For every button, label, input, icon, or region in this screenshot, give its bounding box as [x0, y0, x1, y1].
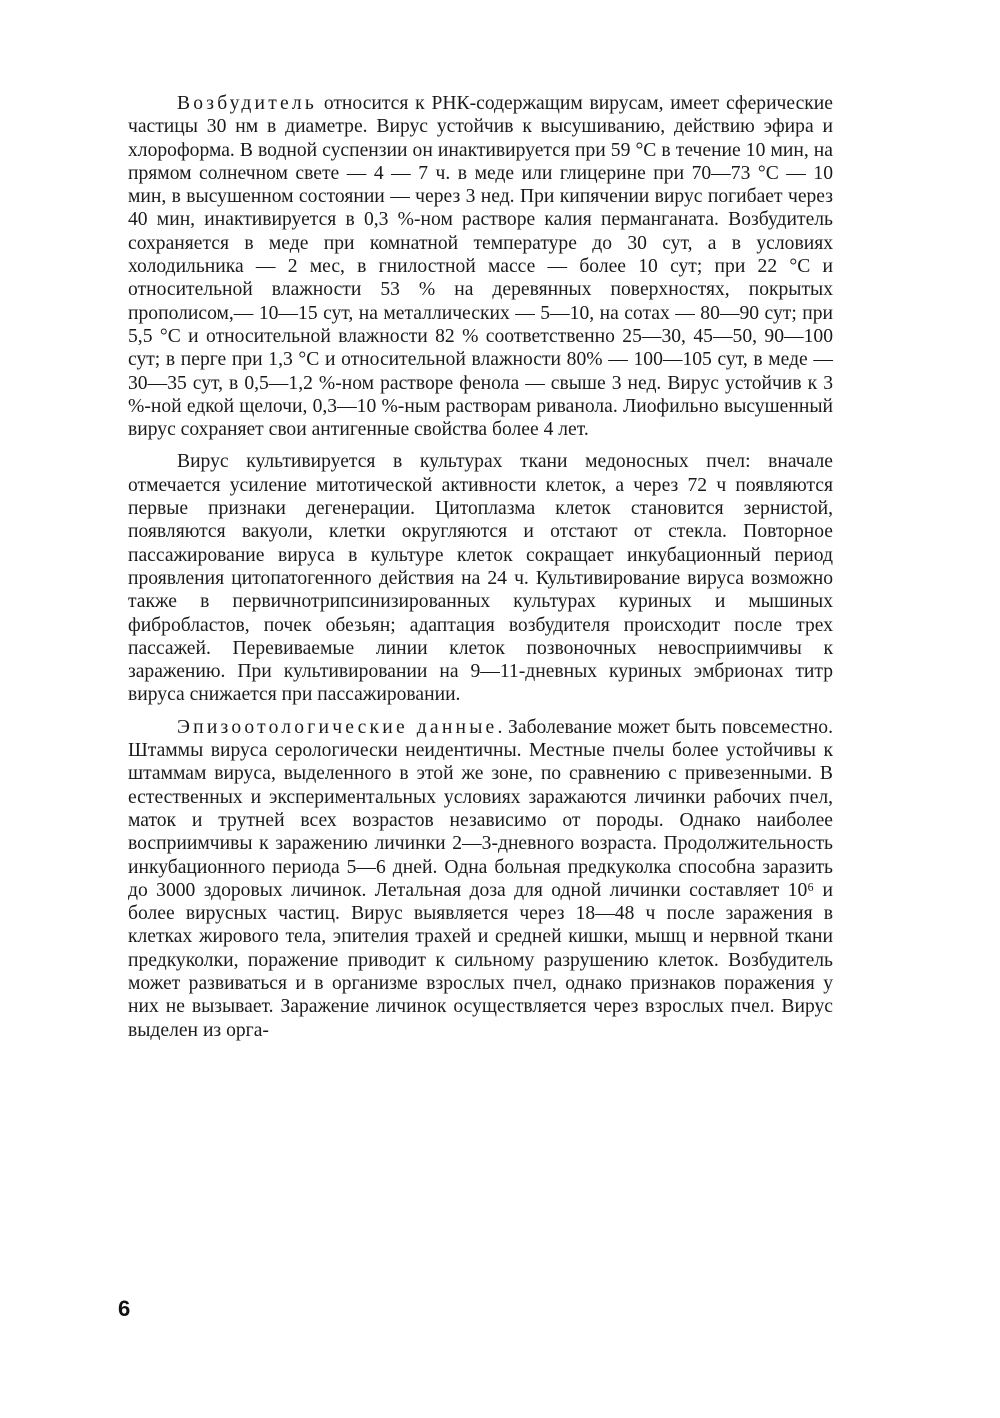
paragraph-pathogen [128, 92, 833, 441]
paragraph-cultivation [128, 450, 833, 706]
page-body [128, 92, 833, 1051]
page-number: 6 [118, 1296, 131, 1321]
paragraph-text: . Заболевание может быть повсеместно. Штаммы вируса серологически неидентичны. Местные пчелы более устойчивы к штаммам вируса, выделенного в этой же зоне, по сравнению с привезенными. В естественных и экспериментальных условиях заражаются личинки рабочих пчел, маток и трутней всех возрастов независимо от породы. Однако наиболее восприимчивы к заражению личинки 2—3-дневного возраста. Продолжительность инкубационного периода 5—6 дней. Одна больная предкуколка способна заразить до 3000 здоровых личинок. Летальная доза для одной личинки составляет 10⁶ и более вирусных частиц. Вирус выявляется через 18—48 ч после заражения в клетках жирового тела, эпителия трахей и средней кишки, мышц и нервной ткани предкуколки, поражение приводит к сильному разрушению клеток. Возбудитель может развиваться и в организме взрослых пчел, однако признаков поражения у них не вызывает. Заражение личинок осуществляется через взрослых пчел. Вирус выделен из орга- [128, 716, 833, 1041]
section-heading-pathogen: Возбудитель [177, 93, 318, 114]
section-heading-epizootology: Эпизоотологические данные [177, 716, 498, 738]
paragraph-epizootology [128, 716, 833, 1042]
paragraph-text: относится к РНК-содержащим вирусам, имеет сферические частицы 30 нм в диаметре. Вирус устойчив к высушиванию, действию эфира и хлороформа. В водной суспензии он инактивируется при 59 °С в течение 10 мин, на прямом солнечном свете — 4 — 7 ч. в меде или глицерине при 70—73 °С — 10 мин, в высушенном состоянии — через 3 нед. При кипячении вирус погибает через 40 мин, инактивируется в 0,3 %-ном растворе калия перманганата. Возбудитель сохраняется в меде при комнатной температуре до 30 сут, а в условиях холодильника — 2 мес, в гнилостной массе — более 10 сут; при 22 °С и относительной влажности 53 % на деревянных поверхностях, покрытых прополисом,— 10—15 сут, на металлических — 5—10, на сотах — 80—90 сут; при 5,5 °С и относительной влажности 82 % соответственно 25—30, 45—50, 90—100 сут; в перге при 1,3 °С и относительной влажности 80% — 100—105 сут, в меде — 30—35 сут, в 0,5—1,2 %-ном растворе фенола — свыше 3 нед. Вирус устойчив к 3 %-ной едкой щелочи, 0,3—10 %-ным растворам риванола. Лиофильно высушенный вирус сохраняет свои антигенные свойства более 4 лет. [128, 93, 833, 441]
paragraph-text: Вирус культивируется в культурах ткани медоносных пчел: вначале отмечается усиление митотической активности клеток, а через 72 ч появляются первые признаки дегенерации. Цитоплазма клеток становится зернистой, появляются вакуоли, клетки округляются и отстают от стекла. Повторное пассажирование вируса в культуре клеток сокращает инкубационный период проявления цитопатогенного действия на 24 ч. Культивирование вируса возможно также в первичнотрипсинизированных культурах куриных и мышиных фибробластов, почек обезьян; адаптация возбудителя происходит после трех пассажей. Перевиваемые линии клеток позвоночных невосприимчивы к заражению. При культивировании на 9—11-дневных куриных эмбрионах титр вируса снижается при пассажировании. [128, 451, 833, 706]
